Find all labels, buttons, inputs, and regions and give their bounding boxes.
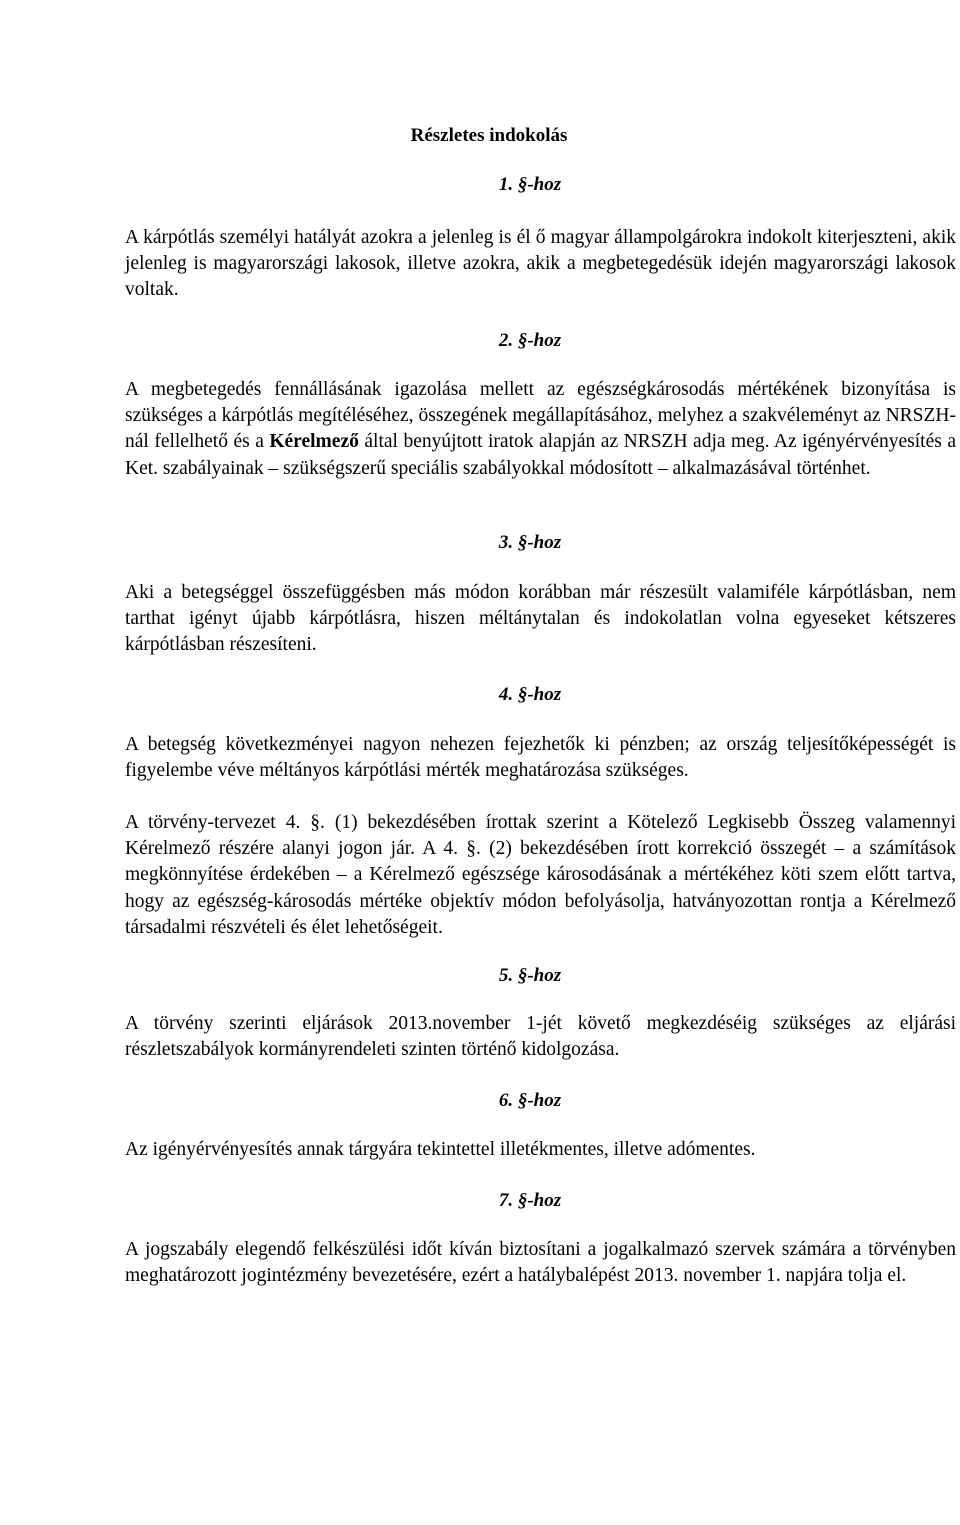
section-heading-2: 2. §-hoz (498, 330, 562, 351)
section-5-paragraph: A törvény szerinti eljárások 2013.november 1-jét követő megkezdéséig szükséges az eljárási részletszabályok kormányrendeleti szinten történő kidolgozása. (125, 1013, 956, 1061)
section-heading-1: 1. §-hoz (498, 174, 562, 195)
section-heading-7: 7. §-hoz (498, 1190, 562, 1211)
section-2-paragraph (125, 377, 956, 482)
section-1-paragraph: A kárpótlás személyi hatályát azokra a jelenleg is él ő magyar állampolgárokra indokolt kiterjeszteni, akik jelenleg is magyarországi lakosok, illetve azokra, akik a megbetegedésük idején magyarországi lakosok voltak. (125, 227, 956, 301)
section-4-paragraph-2: A törvény-tervezet 4. §. (1) bekezdésében írottak szerint a Kötelező Legkisebb Összeg valamennyi Kérelmező részére alanyi jogon jár. A 4. §. (2) bekezdésében írott korrekció összegét – a számítások megkönnyítése érdekében – a Kérelmező egészsége károsodásának a mértékéhez köti szem előtt tartva, hogy az egészség-károsodás mértéke objektív módon befolyásolja, hatványozottan rontja a Kérelmező társadalmi részvételi és élet lehetőségeit. (125, 812, 956, 938)
section-2-text-after: által benyújtott iratok alapján az NRSZH adja meg. Az igényérvényesítés a Ket. szabályainak – szükségszerű speciális szabályokkal módosított – alkalmazásával történhet. (125, 431, 956, 479)
section-7-paragraph: A jogszabály elegendő felkészülési időt kíván biztosítani a jogalkalmazó szervek számára a törvényben meghatározott jogintézmény bevezetésére, ezért a hatálybalépést 2013. november 1. napjára tolja el. (125, 1239, 956, 1287)
section-2-text-before: A megbetegedés fennállásának igazolása mellett az egészségkárosodás mértékének bizonyítása is szükséges a kárpótlás megítéléséhez, összegének megállapításához, melyhez a szakvéleményt az NRSZH-nál fellelhető és a (125, 379, 956, 453)
section-3-paragraph: Aki a betegséggel összefüggésben más módon korábban már részesült valamiféle kárpótlásban, nem tarthat igényt újabb kárpótlásra, hiszen méltánytalan és indokolatlan volna egyeseket kétszeres kárpótlásban részesíteni. (125, 582, 956, 656)
section-heading-3: 3. §-hoz (498, 532, 562, 553)
section-heading-4: 4. §-hoz (498, 684, 562, 705)
section-4-paragraph-1: A betegség következményei nagyon nehezen fejezhetők ki pénzben; az ország teljesítőképességét is figyelembe véve méltányos kárpótlási mérték meghatározása szükséges. (125, 734, 956, 782)
section-heading-5: 5. §-hoz (498, 965, 562, 986)
section-heading-6: 6. §-hoz (498, 1090, 562, 1111)
section-6-paragraph: Az igényérvényesítés annak tárgyára tekintettel illetékmentes, illetve adómentes. (125, 1139, 756, 1160)
document-title: Részletes indokolás (410, 125, 568, 146)
section-2-bold-term: Kérelmező (269, 431, 359, 453)
